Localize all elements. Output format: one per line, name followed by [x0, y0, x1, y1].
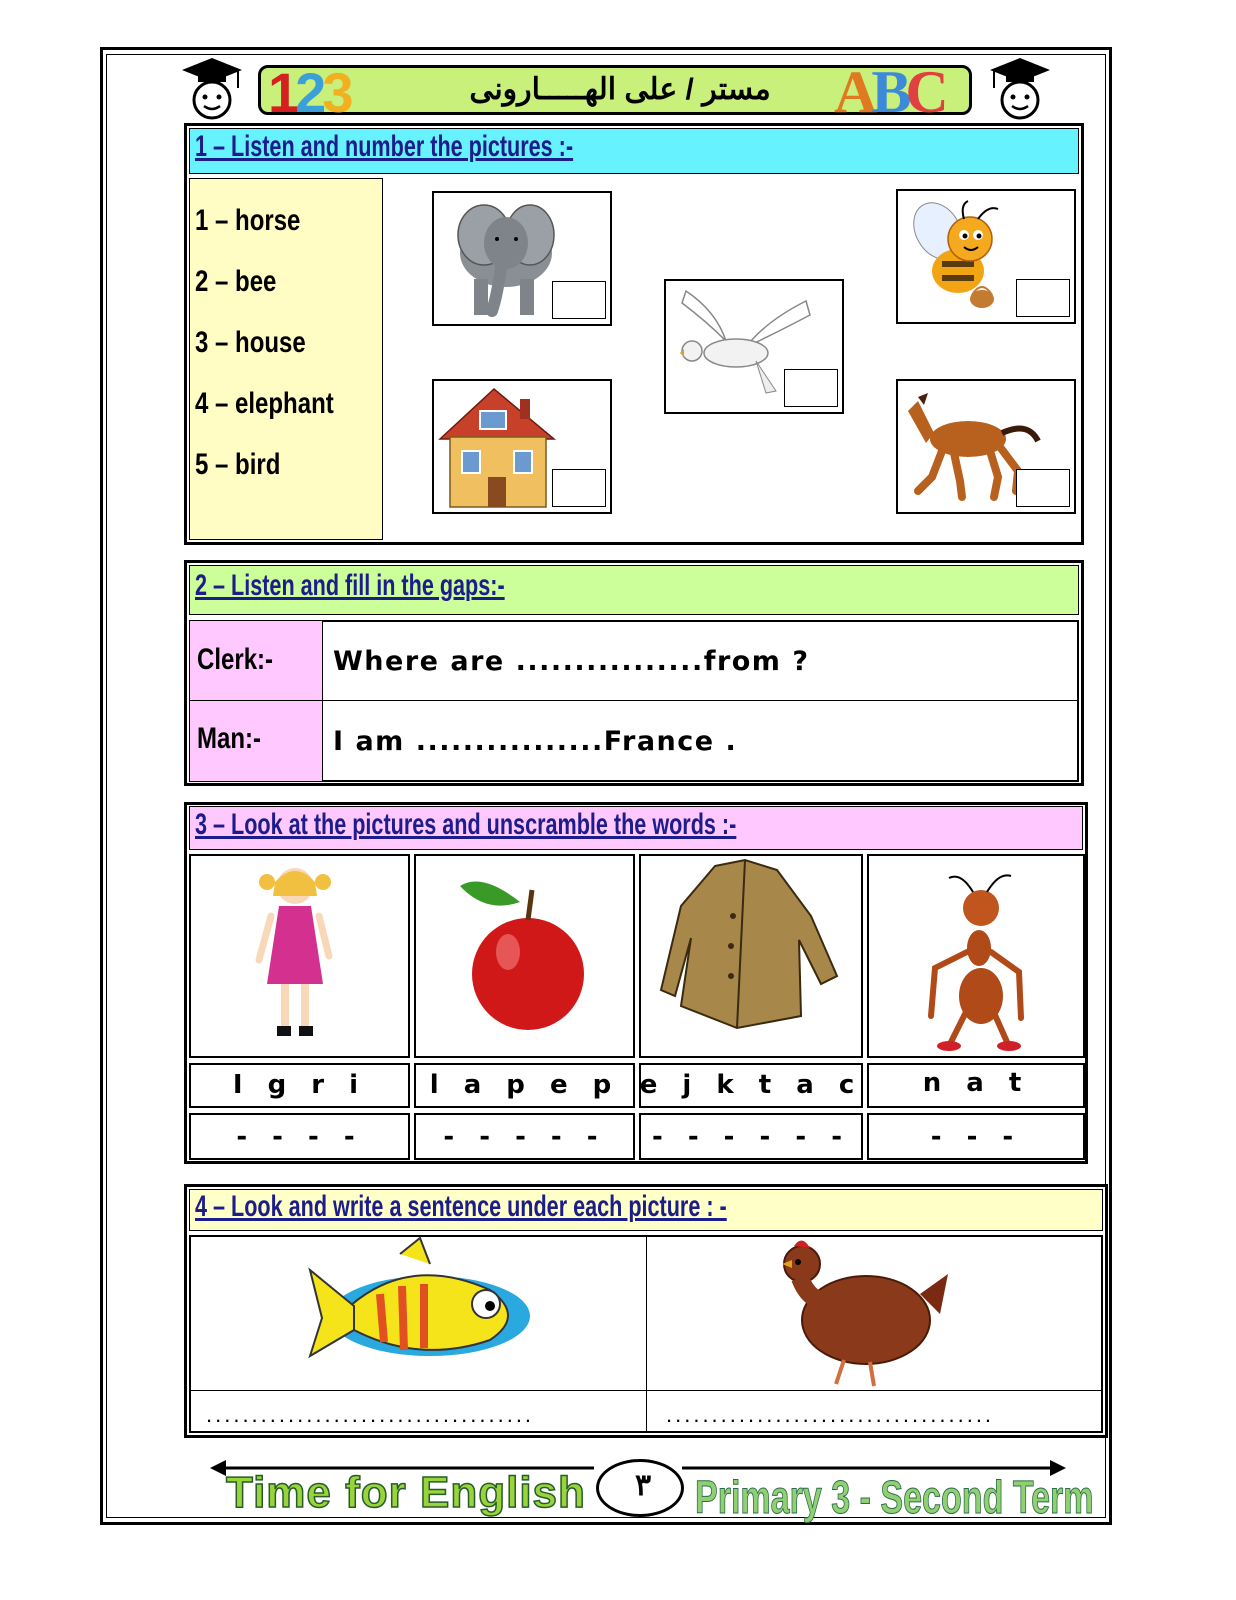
fish-icon: [300, 1234, 540, 1384]
section4-title: 4 – Look and write a sentence under each picture : -: [195, 1190, 727, 1223]
teacher-name: مستر / على الهـــــارونى: [469, 73, 771, 106]
scrambled-word: l a p e p: [429, 1070, 620, 1100]
answer-box-bee[interactable]: [1016, 279, 1070, 317]
apple-picture: [414, 854, 635, 1058]
answer-line-fish[interactable]: ....................................: [206, 1402, 535, 1427]
ant-icon: [869, 856, 1082, 1055]
section2-title: 2 – Listen and fill in the gaps:-: [195, 569, 505, 602]
speaker-label: Man:-: [197, 722, 261, 755]
answer-blanks: - - - -: [236, 1122, 363, 1152]
answer-blanks: - - - - -: [443, 1122, 606, 1152]
speaker-label: Clerk:-: [197, 643, 274, 676]
word-item: 2 – bee: [195, 265, 277, 298]
section3-title: 3 – Look at the pictures and unscramble the words :-: [195, 808, 737, 841]
hen-picture: [770, 1234, 950, 1392]
page-number: ٣: [634, 1469, 652, 1502]
word-item: 5 – bird: [195, 448, 281, 481]
jacket-icon: [641, 856, 860, 1055]
answer-box-horse[interactable]: [1016, 469, 1070, 507]
answer-box-bird[interactable]: [784, 369, 838, 407]
answer-box-elephant[interactable]: [552, 281, 606, 319]
apple-icon: [416, 856, 632, 1055]
answer-blanks: - - - - - -: [651, 1122, 850, 1152]
section1-word-list: [195, 190, 368, 495]
ant-picture: [867, 854, 1085, 1058]
girl-icon: [191, 856, 407, 1055]
row-divider: [190, 700, 1078, 701]
numbers-logo: 123: [268, 61, 350, 124]
section1-title: 1 – Listen and number the pictures :-: [195, 130, 574, 163]
footer-book-title: Time for English: [226, 1468, 586, 1517]
scrambled-word: I g r i: [232, 1070, 367, 1100]
scrambled-word: e j k t a c: [639, 1070, 863, 1100]
answer-box-house[interactable]: [552, 469, 606, 507]
column-divider: [646, 1236, 647, 1432]
word-item: 4 – elephant: [195, 387, 334, 420]
dialogue-line[interactable]: Where are ................from ?: [333, 646, 810, 677]
scrambled-word: n a t: [922, 1068, 1030, 1098]
jacket-picture: [639, 854, 863, 1058]
student-cap-icon-left: [174, 52, 244, 122]
dialogue-line[interactable]: I am ................France .: [333, 726, 738, 757]
girl-picture: [189, 854, 410, 1058]
answer-blanks: - - -: [930, 1122, 1022, 1152]
word-item: 3 – house: [195, 326, 306, 359]
answer-line-hen[interactable]: ....................................: [666, 1402, 995, 1427]
row-divider: [190, 1390, 1102, 1391]
fish-picture: [300, 1234, 540, 1384]
word-item: 1 – horse: [195, 204, 301, 237]
letters-logo: ABC: [834, 59, 943, 125]
student-cap-icon-right: [986, 52, 1056, 122]
hen-icon: [770, 1234, 950, 1392]
footer-grade-term: Primary 3 - Second Term: [695, 1471, 1094, 1523]
